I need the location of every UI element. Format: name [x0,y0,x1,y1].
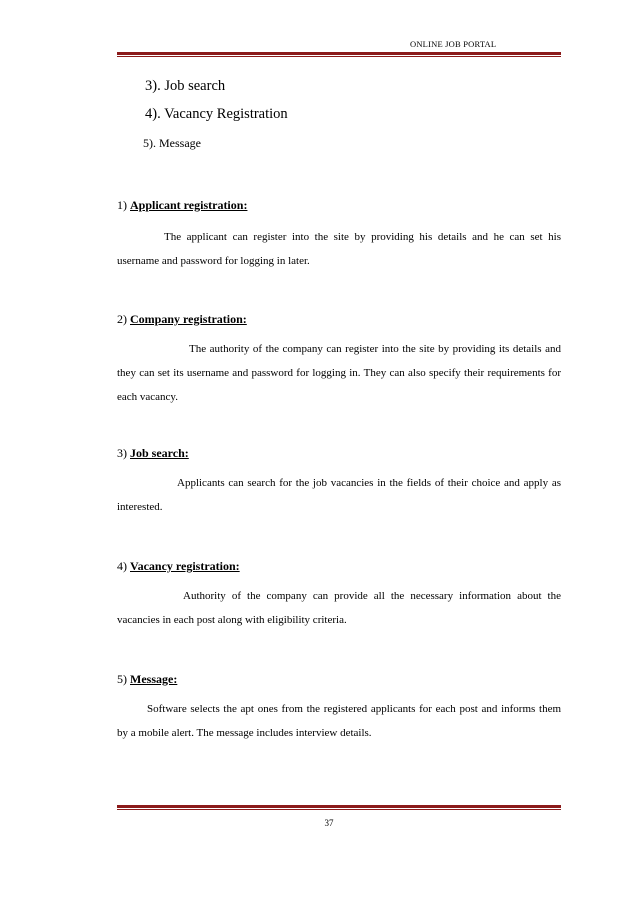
section-paragraph-applicant-registration: The applicant can register into the site by providing his details and he can set his username and password for logging in later. [117,231,561,267]
section-title: Message: [130,672,178,686]
list-item-vacancy-registration: 4). Vacancy Registration [145,106,288,122]
header-rule [117,52,561,57]
section-number: 5) [117,672,127,686]
section-paragraph-company-registration: The authority of the company can register into the site by providing its details and they can set its username and password for logging in. They can also specify their requirements for each vacancy. [117,343,561,403]
section-paragraph-vacancy-registration: Authority of the company can provide all the necessary information about the vacancies in each post along with eligibility criteria. [117,590,561,626]
section-paragraph-message: Software selects the apt ones from the registered applicants for each post and informs them by a mobile alert. The message includes interview details. [117,703,562,739]
page-number: 37 [324,818,334,828]
list-item-message: 5). Message [143,136,201,150]
section-title: Job search: [130,446,189,460]
section-paragraph-job-search: Applicants can search for the job vacancies in the fields of their choice and apply as interested. [117,477,561,513]
section-title: Vacancy registration: [130,559,240,573]
section-heading-vacancy-registration [117,559,240,574]
section-heading-applicant-registration [117,198,247,213]
footer-rule [117,805,561,810]
running-header: ONLINE JOB PORTAL [410,39,497,49]
section-number: 2) [117,312,127,326]
list-item-job-search: 3). Job search [145,78,226,94]
section-heading-company-registration [117,312,247,327]
section-number: 3) [117,446,127,460]
section-title: Company registration: [130,312,247,326]
section-number: 4) [117,559,127,573]
section-heading-job-search [117,446,189,461]
section-title: Applicant registration: [130,198,248,212]
section-number: 1) [117,198,127,212]
section-heading-message [117,672,177,687]
